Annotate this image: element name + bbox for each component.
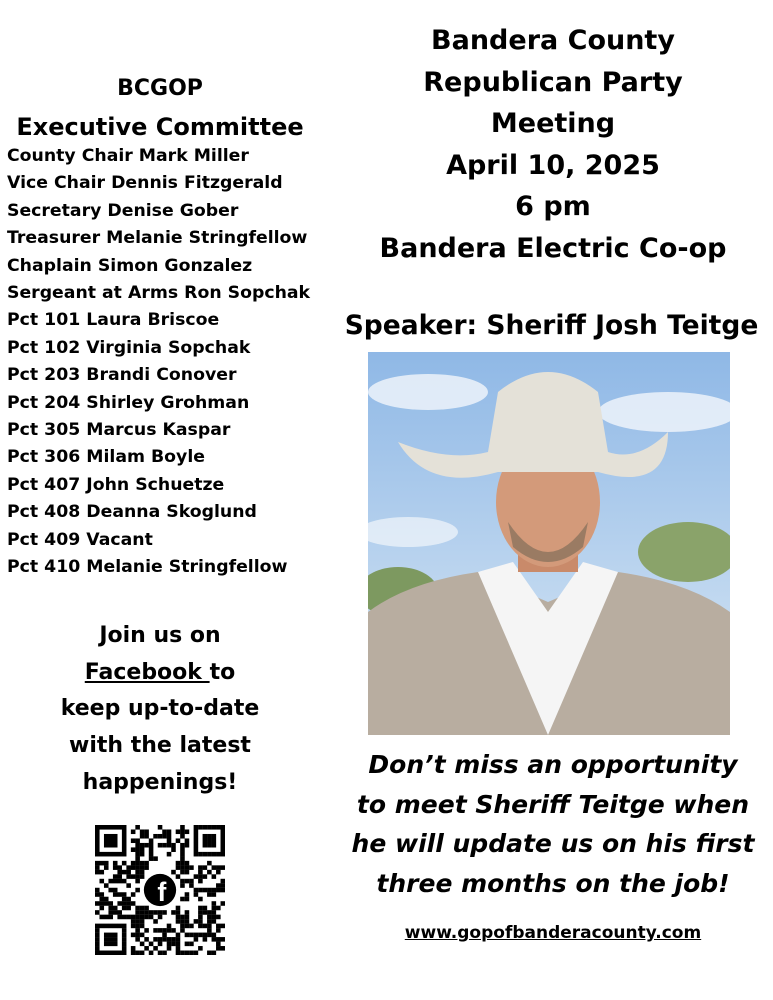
committee-heading [0,70,320,146]
speaker-heading: Speaker: Sheriff Josh Teitge [344,310,759,341]
event-title [340,20,766,269]
committee-member: Chaplain Simon Gonzalez [7,255,253,276]
committee-member: Secretary Denise Gober [7,200,239,221]
committee-member: Pct 204 Shirley Grohman [7,392,250,413]
join-line: with the latest [69,733,251,759]
committee-member: Pct 409 Vacant [7,529,153,550]
website-link[interactable]: www.gopofbanderacounty.com [404,923,702,943]
committee-member: Sergeant at Arms Ron Sopchak [7,283,311,304]
join-line: happenings! [82,769,238,795]
event-time: 6 pm [515,191,591,222]
tagline-line: Don’t miss an opportunity [368,750,738,779]
tagline-line: three months on the job! [376,868,730,898]
committee-member: Pct 407 John Schuetze [7,474,225,495]
join-line: keep up-to-date [60,696,260,722]
tagline-line: he will update us on his first [351,829,755,858]
committee-member: Vice Chair Dennis Fitzgerald [7,173,283,194]
org-name: BCGOP [117,76,203,101]
event-tagline [338,745,768,903]
join-line: Join us on [99,623,221,648]
tagline-line: to meet Sheriff Teitge when [356,789,750,819]
event-date: April 10, 2025 [446,149,660,181]
facebook-icon [144,874,176,907]
facebook-qr-code[interactable] [95,825,225,955]
committee-member: Pct 203 Brandi Conover [7,365,237,386]
committee-member: Pct 101 Laura Briscoe [7,310,220,331]
committee-member: Pct 102 Virginia Sopchak [7,337,251,358]
committee-member: Pct 306 Milam Boyle [7,447,205,468]
committee-roster [7,143,310,582]
title-line: Republican Party [423,66,683,98]
committee-member: Pct 305 Marcus Kaspar [7,420,231,441]
speaker-photo [368,352,730,735]
committee-member: Pct 408 Deanna Skoglund [7,502,257,523]
join-line: to [209,659,236,685]
title-line: Bandera County [431,25,675,56]
svg-text:f: f [157,876,167,907]
event-location: Bandera Electric Co-op [379,232,727,264]
facebook-link[interactable]: Facebook [84,659,210,685]
committee-member: Pct 410 Melanie Stringfellow [7,557,288,578]
committee-member: County Chair Mark Miller [7,146,249,166]
title-line: Meeting [490,108,616,139]
committee-title: Executive Committee [16,113,304,141]
facebook-callout [0,618,320,802]
committee-member: Treasurer Melanie Stringfellow [7,228,308,249]
